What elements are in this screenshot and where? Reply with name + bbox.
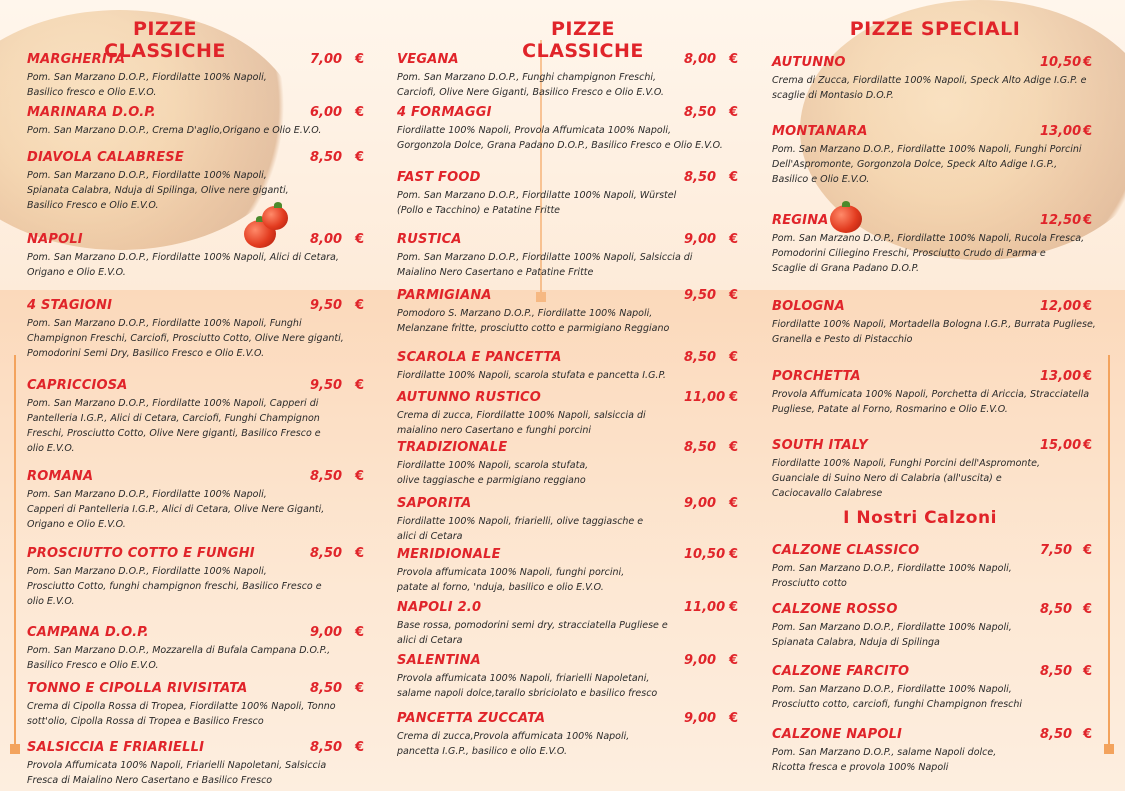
description-line: Basilico fresco e Olio E.V.O. <box>27 87 157 98</box>
menu-item <box>27 298 372 358</box>
euro-sign: € <box>729 52 739 67</box>
item-price: 13,00 <box>1040 369 1082 384</box>
menu-item <box>772 602 1112 662</box>
item-price: 8,50 <box>1040 664 1073 679</box>
item-name: NAPOLI <box>27 232 83 247</box>
description-line: Pom. San Marzano D.O.P., Fiordilatte 100% Napoli, <box>772 563 1012 574</box>
description-line: Fiordilatte 100% Napoli, Provola Affumicata 100% Napoli, <box>397 125 672 136</box>
description-line: Spianata Calabra, Nduja di Spilinga <box>772 637 940 648</box>
euro-sign: € <box>1083 438 1093 453</box>
item-name: MONTANARA <box>772 124 868 139</box>
item-name: ROMANA <box>27 469 94 484</box>
description-line: Champignon Freschi, Carciofi, Prosciutto Cotto, Olive Nere giganti, <box>27 333 344 344</box>
description-line: Crema di zucca,Provola affumicata 100% Napoli, <box>397 731 630 742</box>
euro-sign: € <box>729 288 739 303</box>
description-line: salame napoli dolce,tarallo sbriciolato e basilico fresco <box>397 688 658 699</box>
description-line: alici di Cetara <box>397 635 463 646</box>
item-description <box>772 620 1112 650</box>
menu-item <box>397 547 742 607</box>
item-price: 8,50 <box>310 681 343 696</box>
description-line: Ricotta fresca e provola 100% Napoli <box>772 762 949 773</box>
item-name: DIAVOLA CALABRESE <box>27 150 184 165</box>
description-line: Pom. San Marzano D.O.P., Fiordilatte 100% Napoli, <box>772 684 1012 695</box>
item-price: 8,50 <box>684 440 717 455</box>
item-price: 8,50 <box>684 170 717 185</box>
item-description <box>397 250 742 280</box>
description-line: Prosciutto cotto, carciofi, funghi Champignon freschi <box>772 699 1023 710</box>
item-description <box>772 142 1112 187</box>
description-line: olive taggiasche e parmigiano reggiano <box>397 475 586 486</box>
euro-sign: € <box>1083 299 1093 314</box>
description-line: Prosciutto Cotto, funghi champignon freschi, Basilico Fresco e <box>27 581 322 592</box>
item-description <box>397 729 742 759</box>
description-line: patate al forno, 'nduja, basilico e olio E.V.O. <box>397 582 604 593</box>
euro-sign: € <box>729 711 739 726</box>
item-name: BOLOGNA <box>772 299 845 314</box>
euro-sign: € <box>729 350 739 365</box>
item-price: 8,50 <box>310 546 343 561</box>
item-name: MARINARA D.O.P. <box>27 105 156 120</box>
description-line: Pom. San Marzano D.O.P., Fiordilatte 100% Napoli, <box>27 489 267 500</box>
item-description <box>397 408 742 438</box>
description-line: Fiordilatte 100% Napoli, Funghi Porcini dell'Aspromonte, <box>772 458 1040 469</box>
item-price: 8,50 <box>1040 727 1073 742</box>
item-name: SAPORITA <box>397 496 472 511</box>
section-title-calzoni: I Nostri Calzoni <box>843 508 997 528</box>
item-description <box>772 317 1112 347</box>
description-line: Caciocavallo Calabrese <box>772 488 883 499</box>
euro-sign: € <box>1083 369 1093 384</box>
description-line: Pom. San Marzano D.O.P., Funghi champignon Freschi, <box>397 72 657 83</box>
description-line: Basilico e Olio E.V.O. <box>772 174 870 185</box>
description-line: Provola Affumicata 100% Napoli, Porchetta di Ariccia, Stracciatella <box>772 389 1090 400</box>
item-description <box>772 231 1112 276</box>
menu-item <box>397 232 742 292</box>
item-description <box>772 561 1112 591</box>
euro-sign: € <box>729 653 739 668</box>
item-name: SALSICCIA E FRIARIELLI <box>27 740 205 755</box>
item-name: PROSCIUTTO COTTO E FUNGHI <box>27 546 255 561</box>
item-price: 9,50 <box>310 298 343 313</box>
item-description <box>772 73 1112 103</box>
description-line: Crema di Cipolla Rossa di Tropea, Fiordilatte 100% Napoli, Tonno <box>27 701 336 712</box>
section-title-classiche-1: PIZZE CLASSICHE <box>104 18 226 62</box>
item-description <box>27 396 372 456</box>
description-line: Carciofi, Olive Nere Giganti, Basilico Fresco e Olio E.V.O. <box>397 87 664 98</box>
menu-item <box>397 105 742 165</box>
item-price: 6,00 <box>310 105 343 120</box>
item-price: 8,50 <box>684 350 717 365</box>
description-line: Pom. San Marzano D.O.P., Fiordilatte 100% Napoli, Funghi <box>27 318 302 329</box>
item-description <box>397 618 742 648</box>
euro-sign: € <box>729 496 739 511</box>
menu-item <box>397 653 742 713</box>
item-price: 8,50 <box>310 150 343 165</box>
description-line: maialino nero Casertano e funghi porcini <box>397 425 592 436</box>
description-line: Pom. San Marzano D.O.P., Fiordilatte 100% Napoli, <box>27 72 267 83</box>
description-line: Pom. San Marzano D.O.P., Crema D'aglio,Origano e Olio E.V.O. <box>27 125 322 136</box>
item-name: CAMPANA D.O.P. <box>27 625 149 640</box>
description-line: Basilico Fresco e Olio E.V.O. <box>27 660 159 671</box>
item-price: 12,50 <box>1040 213 1082 228</box>
item-name: NAPOLI 2.0 <box>397 600 482 615</box>
euro-sign: € <box>729 390 739 405</box>
description-line: Pomodoro S. Marzano D.O.P., Fiordilatte 100% Napoli, <box>397 308 653 319</box>
euro-sign: € <box>729 600 739 615</box>
item-price: 8,00 <box>310 232 343 247</box>
item-description <box>397 368 742 383</box>
description-line: Maialino Nero Casertano e Patatine Fritte <box>397 267 594 278</box>
euro-sign: € <box>355 232 365 247</box>
item-price: 12,00 <box>1040 299 1082 314</box>
item-name: MERIDIONALE <box>397 547 501 562</box>
item-name: FAST FOOD <box>397 170 481 185</box>
euro-sign: € <box>355 105 365 120</box>
description-line: scaglie di Montasio D.O.P. <box>772 90 894 101</box>
item-description <box>27 758 372 788</box>
item-name: PORCHETTA <box>772 369 861 384</box>
menu-item <box>772 369 1112 429</box>
euro-sign: € <box>1083 543 1093 558</box>
item-description <box>397 671 742 701</box>
item-price: 8,50 <box>310 740 343 755</box>
description-line: Gorgonzola Dolce, Grana Padano D.O.P., Basilico Fresco e Olio E.V.O. <box>397 140 723 151</box>
euro-sign: € <box>729 232 739 247</box>
description-line: alici di Cetara <box>397 531 463 542</box>
item-name: AUTUNNO RUSTICO <box>397 390 542 405</box>
item-name: SCAROLA E PANCETTA <box>397 350 562 365</box>
item-name: MARGHERITA <box>27 52 126 67</box>
item-name: SOUTH ITALY <box>772 438 868 453</box>
item-price: 9,50 <box>310 378 343 393</box>
item-description <box>27 70 372 100</box>
description-line: Pom. San Marzano D.O.P., salame Napoli dolce, <box>772 747 997 758</box>
euro-sign: € <box>1083 55 1093 70</box>
item-name: CALZONE CLASSICO <box>772 543 920 558</box>
item-description <box>772 387 1112 417</box>
euro-sign: € <box>355 546 365 561</box>
item-price: 8,00 <box>684 52 717 67</box>
euro-sign: € <box>355 298 365 313</box>
menu-item <box>27 378 372 454</box>
description-line: Pom. San Marzano D.O.P., Fiordilatte 100% Napoli, Rucola Fresca, <box>772 233 1085 244</box>
description-line: Guanciale di Suino Nero di Calabria (all'uscita) e <box>772 473 1002 484</box>
item-price: 9,50 <box>684 288 717 303</box>
item-price: 10,50 <box>1040 55 1082 70</box>
menu-item <box>27 469 372 529</box>
menu-item <box>27 740 372 791</box>
menu-item <box>27 681 372 741</box>
euro-sign: € <box>1083 124 1093 139</box>
description-line: Pomodorini Ciliegino Freschi, Prosciutto Crudo di Parma e <box>772 248 1046 259</box>
item-name: SALENTINA <box>397 653 481 668</box>
item-price: 11,00 <box>684 390 726 405</box>
description-line: Spianata Calabra, Nduja di Spilinga, Olive nere giganti, <box>27 185 289 196</box>
item-description <box>27 487 372 532</box>
description-line: Provola Affumicata 100% Napoli, Friarielli Napoletani, Salsiccia <box>27 760 327 771</box>
item-description <box>27 123 372 138</box>
description-line: Provola affumicata 100% Napoli, friarielli Napoletani, <box>397 673 650 684</box>
euro-sign: € <box>1083 664 1093 679</box>
description-line: Fresca di Maialino Nero Casertano e Basilico Fresco <box>27 775 273 786</box>
item-price: 7,50 <box>1040 543 1073 558</box>
item-name: RUSTICA <box>397 232 462 247</box>
item-description <box>27 699 372 729</box>
euro-sign: € <box>1083 602 1093 617</box>
description-line: Pom. San Marzano D.O.P., Fiordilatte 100% Napoli, <box>772 622 1012 633</box>
menu-item <box>772 124 1112 184</box>
euro-sign: € <box>355 625 365 640</box>
description-line: olio E.V.O. <box>27 596 75 607</box>
description-line: pancetta I.G.P., basilico e olio E.V.O. <box>397 746 568 757</box>
section-title-speciali: PIZZE SPECIALI <box>849 18 1021 40</box>
item-description <box>397 514 742 544</box>
description-line: Pom. San Marzano D.O.P., Fiordilatte 100% Napoli, <box>27 170 267 181</box>
item-price: 9,00 <box>684 496 717 511</box>
item-name: CAPRICCIOSA <box>27 378 128 393</box>
euro-sign: € <box>355 740 365 755</box>
euro-sign: € <box>355 469 365 484</box>
menu-item <box>27 546 372 606</box>
description-line: Freschi, Prosciutto Cotto, Olive Nere giganti, Basilico Fresco e <box>27 428 321 439</box>
euro-sign: € <box>355 52 365 67</box>
menu-item <box>397 288 742 348</box>
item-description <box>27 643 372 673</box>
description-line: Pom. San Marzano D.O.P., Fiordilatte 100% Napoli, Funghi Porcini <box>772 144 1082 155</box>
menu-item <box>772 299 1112 359</box>
item-description <box>397 123 742 153</box>
item-name: PANCETTA ZUCCATA <box>397 711 546 726</box>
item-description <box>27 564 372 609</box>
description-line: Scaglie di Grana Padano D.O.P. <box>772 263 920 274</box>
description-line: (Pollo e Tacchino) e Patatine Fritte <box>397 205 561 216</box>
menu-item <box>397 600 742 660</box>
item-price: 9,00 <box>684 711 717 726</box>
item-price: 10,50 <box>684 547 726 562</box>
euro-sign: € <box>729 547 739 562</box>
item-name: 4 FORMAGGI <box>397 105 492 120</box>
menu-item <box>27 52 372 112</box>
item-name: TONNO E CIPOLLA RIVISITATA <box>27 681 248 696</box>
menu-item <box>772 55 1112 115</box>
item-name: CALZONE FARCITO <box>772 664 910 679</box>
euro-sign: € <box>1083 213 1093 228</box>
item-price: 13,00 <box>1040 124 1082 139</box>
item-description <box>27 316 372 361</box>
description-line: Fiordilatte 100% Napoli, Mortadella Bologna I.G.P., Burrata Pugliese, <box>772 319 1096 330</box>
description-line: Fiordilatte 100% Napoli, scarola stufata, <box>397 460 589 471</box>
description-line: sott'olio, Cipolla Rossa di Tropea e Basilico Fresco <box>27 716 264 727</box>
item-description <box>27 250 372 280</box>
description-line: Pom. San Marzano D.O.P., Fiordilatte 100% Napoli, Salsiccia di <box>397 252 693 263</box>
item-name: CALZONE ROSSO <box>772 602 898 617</box>
description-line: Crema di zucca, Fiordilatte 100% Napoli, salsiccia di <box>397 410 646 421</box>
description-line: Capperi di Pantelleria I.G.P., Alici di Cetara, Olive Nere Giganti, <box>27 504 325 515</box>
description-line: Base rossa, pomodorini semi dry, stracciatella Pugliese e <box>397 620 668 631</box>
menu-item <box>397 52 742 112</box>
item-name: CALZONE NAPOLI <box>772 727 903 742</box>
menu-item <box>772 727 1112 787</box>
menu-item <box>397 711 742 771</box>
item-price: 7,00 <box>310 52 343 67</box>
menu-item <box>397 170 742 230</box>
item-name: VEGANA <box>397 52 459 67</box>
description-line: Pomodorini Semi Dry, Basilico Fresco e Olio E.V.O. <box>27 348 265 359</box>
description-line: olio E.V.O. <box>27 443 75 454</box>
item-name: REGINA <box>772 213 829 228</box>
item-price: 9,00 <box>684 232 717 247</box>
euro-sign: € <box>355 378 365 393</box>
item-description <box>397 306 742 336</box>
description-line: Origano e Olio E.V.O. <box>27 519 126 530</box>
euro-sign: € <box>729 440 739 455</box>
description-line: Pugliese, Patate al Forno, Rosmarino e Olio E.V.O. <box>772 404 1008 415</box>
item-description <box>397 565 742 595</box>
item-name: AUTUNNO <box>772 55 846 70</box>
menu-item <box>397 440 742 500</box>
column-divider-left <box>14 355 16 750</box>
item-price: 8,50 <box>684 105 717 120</box>
description-line: Provola affumicata 100% Napoli, funghi porcini, <box>397 567 625 578</box>
item-name: PARMIGIANA <box>397 288 492 303</box>
menu-item <box>27 150 372 210</box>
item-price: 9,00 <box>684 653 717 668</box>
description-line: Fiordilatte 100% Napoli, friarielli, olive taggiasche e <box>397 516 644 527</box>
description-line: Pom. San Marzano D.O.P., Mozzarella di Bufala Campana D.O.P., <box>27 645 331 656</box>
euro-sign: € <box>729 170 739 185</box>
item-description <box>397 188 742 218</box>
euro-sign: € <box>355 150 365 165</box>
description-line: Granella e Pesto di Pistacchio <box>772 334 913 345</box>
menu-item <box>27 625 372 685</box>
item-description <box>397 70 742 100</box>
item-description <box>27 168 372 213</box>
item-price: 11,00 <box>684 600 726 615</box>
item-name: 4 STAGIONI <box>27 298 113 313</box>
euro-sign: € <box>729 105 739 120</box>
item-price: 9,00 <box>310 625 343 640</box>
description-line: Pantelleria I.G.P., Alici di Cetara, Carciofi, Funghi Champignon <box>27 413 320 424</box>
description-line: Basilico Fresco e Olio E.V.O. <box>27 200 159 211</box>
description-line: Prosciutto cotto <box>772 578 847 589</box>
description-line: Melanzane fritte, prosciutto cotto e parmigiano Reggiano <box>397 323 670 334</box>
description-line: Pom. San Marzano D.O.P., Fiordilatte 100% Napoli, Würstel <box>397 190 677 201</box>
euro-sign: € <box>1083 727 1093 742</box>
item-description <box>397 458 742 488</box>
item-price: 8,50 <box>1040 602 1073 617</box>
euro-sign: € <box>355 681 365 696</box>
description-line: Fiordilatte 100% Napoli, scarola stufata e pancetta I.G.P. <box>397 370 666 381</box>
menu-item <box>27 232 372 292</box>
menu-item <box>772 664 1112 724</box>
description-line: Origano e Olio E.V.O. <box>27 267 126 278</box>
description-line: Crema di Zucca, Fiordilatte 100% Napoli, Speck Alto Adige I.G.P. e <box>772 75 1087 86</box>
description-line: Dell'Aspromonte, Gorgonzola Dolce, Speck Alto Adige I.G.P., <box>772 159 1058 170</box>
menu-item <box>772 213 1112 273</box>
item-description <box>772 745 1112 775</box>
menu-item <box>772 438 1112 498</box>
item-price: 15,00 <box>1040 438 1082 453</box>
description-line: Pom. San Marzano D.O.P., Fiordilatte 100% Napoli, Alici di Cetara, <box>27 252 339 263</box>
item-price: 8,50 <box>310 469 343 484</box>
description-line: Pom. San Marzano D.O.P., Fiordilatte 100% Napoli, <box>27 566 267 577</box>
section-title-classiche-2: PIZZE CLASSICHE <box>522 18 644 62</box>
item-description <box>772 682 1112 712</box>
description-line: Pom. San Marzano D.O.P., Fiordilatte 100% Napoli, Capperi di <box>27 398 319 409</box>
menu-item <box>772 543 1112 603</box>
item-name: TRADIZIONALE <box>397 440 508 455</box>
item-description <box>772 456 1112 501</box>
